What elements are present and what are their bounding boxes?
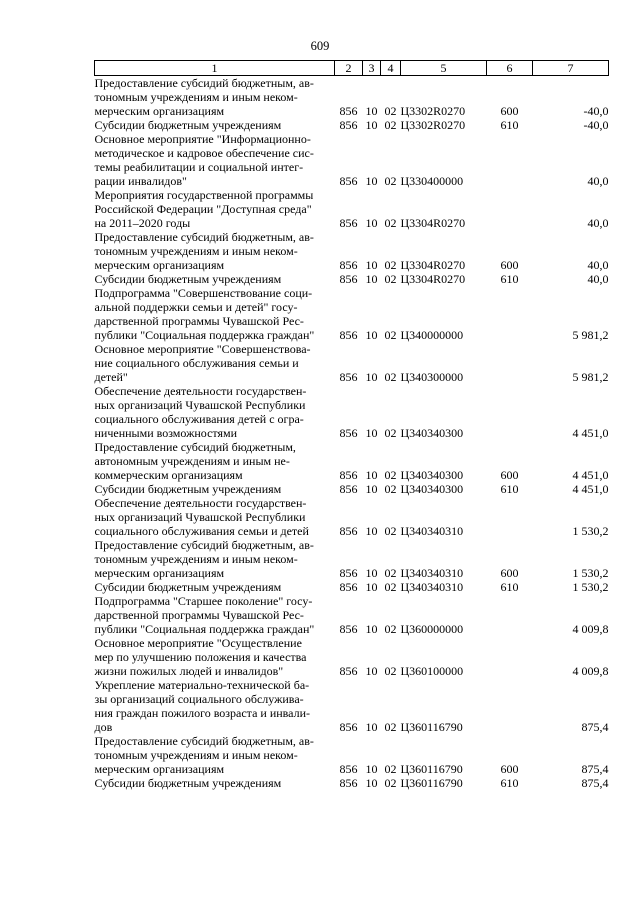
target-article-code: Ц3304R0270 bbox=[400, 258, 466, 272]
target-article-code: Ц360116790 bbox=[400, 762, 463, 776]
grbs-code: 856 bbox=[339, 118, 358, 132]
table-row bbox=[95, 482, 609, 496]
row-name-line: Подпрограмма "Старшее поколение" госу- bbox=[94, 594, 313, 608]
table-row bbox=[95, 538, 609, 580]
row-name-line: тономным учреждениям и иным неком- bbox=[94, 552, 298, 566]
table-row bbox=[95, 580, 609, 594]
row-name bbox=[95, 594, 335, 636]
amount: 1 530,2 bbox=[572, 580, 609, 594]
grbs-code: 856 bbox=[339, 174, 358, 188]
amount: 4 451,0 bbox=[572, 426, 609, 440]
grbs-code: 856 bbox=[339, 328, 358, 342]
subsection-code: 02 bbox=[384, 370, 397, 384]
header-col-6: 6 bbox=[487, 61, 533, 76]
table-row bbox=[95, 188, 609, 230]
section-code: 10 bbox=[365, 762, 378, 776]
expense-type-code: 600 bbox=[500, 566, 519, 580]
amount: 5 981,2 bbox=[572, 328, 609, 342]
subsection-code: 02 bbox=[384, 622, 397, 636]
amount: 4 451,0 bbox=[572, 468, 609, 482]
section-code: 10 bbox=[365, 370, 378, 384]
table-row bbox=[95, 636, 609, 678]
subsection-code: 02 bbox=[384, 328, 397, 342]
subsection-code: 02 bbox=[384, 762, 397, 776]
row-name-line: Мероприятия государственной программы bbox=[94, 188, 314, 202]
row-name-line: публики "Социальная поддержка граждан" bbox=[94, 328, 315, 342]
grbs-code: 856 bbox=[339, 720, 358, 734]
row-name-line: тономным учреждениям и иным неком- bbox=[94, 748, 298, 762]
row-name bbox=[95, 76, 335, 119]
row-name-line: социального обслуживания семьи и детей bbox=[94, 524, 309, 538]
section-code: 10 bbox=[365, 664, 378, 678]
amount: 4 451,0 bbox=[572, 482, 609, 496]
row-name-line: Субсидии бюджетным учреждениям bbox=[94, 580, 282, 594]
grbs-code: 856 bbox=[339, 104, 358, 118]
amount: -40,0 bbox=[583, 104, 609, 118]
target-article-code: Ц3302R0270 bbox=[400, 118, 466, 132]
row-name-line: Субсидии бюджетным учреждениям bbox=[94, 776, 282, 790]
amount: 4 009,8 bbox=[572, 664, 609, 678]
target-article-code: Ц340340310 bbox=[400, 580, 464, 594]
expense-type-code bbox=[487, 342, 533, 384]
amount: 40,0 bbox=[587, 174, 609, 188]
row-name-line: Субсидии бюджетным учреждениям bbox=[94, 118, 282, 132]
row-name bbox=[95, 580, 335, 594]
row-name-line: Основное мероприятие "Информационно- bbox=[94, 132, 311, 146]
target-article-code: Ц3302R0270 bbox=[400, 104, 466, 118]
row-name bbox=[95, 286, 335, 342]
grbs-code: 856 bbox=[339, 622, 358, 636]
row-name-line: альной поддержки семьи и детей" госу- bbox=[94, 300, 298, 314]
grbs-code: 856 bbox=[339, 524, 358, 538]
target-article-code: Ц340340300 bbox=[400, 426, 464, 440]
row-name-line: Обеспечение деятельности государствен- bbox=[94, 496, 307, 510]
table-row bbox=[95, 734, 609, 776]
row-name-line: мерческим организациям bbox=[94, 762, 225, 776]
section-code: 10 bbox=[365, 580, 378, 594]
header-row bbox=[95, 61, 609, 76]
table-row bbox=[95, 272, 609, 286]
expense-type-code: 610 bbox=[500, 776, 519, 790]
subsection-code: 02 bbox=[384, 118, 397, 132]
row-name-line: Предоставление субсидий бюджетным, ав- bbox=[94, 734, 314, 748]
section-code: 10 bbox=[365, 524, 378, 538]
amount: -40,0 bbox=[583, 118, 609, 132]
amount: 1 530,2 bbox=[572, 524, 609, 538]
row-name bbox=[95, 132, 335, 188]
row-name bbox=[95, 342, 335, 384]
section-code: 10 bbox=[365, 328, 378, 342]
row-name-line: дарственной программы Чувашской Рес- bbox=[94, 314, 304, 328]
budget-table bbox=[94, 60, 609, 790]
row-name-line: мерческим организациям bbox=[94, 104, 225, 118]
row-name-line: методическое и кадровое обеспечение сис- bbox=[94, 146, 314, 160]
subsection-code: 02 bbox=[384, 524, 397, 538]
header-col-7: 7 bbox=[533, 61, 609, 76]
row-name-line: мерческим организациям bbox=[94, 258, 225, 272]
row-name bbox=[95, 118, 335, 132]
table-row bbox=[95, 286, 609, 342]
section-code: 10 bbox=[365, 258, 378, 272]
expense-type-code bbox=[487, 594, 533, 636]
expense-type-code bbox=[487, 384, 533, 440]
row-name-line: Субсидии бюджетным учреждениям bbox=[94, 272, 282, 286]
amount: 40,0 bbox=[587, 216, 609, 230]
section-code: 10 bbox=[365, 118, 378, 132]
expense-type-code: 610 bbox=[500, 580, 519, 594]
section-code: 10 bbox=[365, 174, 378, 188]
subsection-code: 02 bbox=[384, 216, 397, 230]
expense-type-code: 610 bbox=[500, 272, 519, 286]
header-col-1: 1 bbox=[95, 61, 335, 76]
grbs-code: 856 bbox=[339, 482, 358, 496]
subsection-code: 02 bbox=[384, 720, 397, 734]
section-code: 10 bbox=[365, 776, 378, 790]
grbs-code: 856 bbox=[339, 776, 358, 790]
row-name-line: Основное мероприятие "Совершенствова- bbox=[94, 342, 311, 356]
row-name-line: дарственной программы Чувашской Рес- bbox=[94, 608, 304, 622]
row-name-line: детей" bbox=[94, 370, 128, 384]
target-article-code: Ц360000000 bbox=[400, 622, 464, 636]
grbs-code: 856 bbox=[339, 664, 358, 678]
row-name bbox=[95, 482, 335, 496]
row-name bbox=[95, 734, 335, 776]
amount: 1 530,2 bbox=[572, 566, 609, 580]
subsection-code: 02 bbox=[384, 426, 397, 440]
row-name bbox=[95, 538, 335, 580]
section-code: 10 bbox=[365, 104, 378, 118]
page-number: 609 bbox=[310, 39, 330, 53]
subsection-code: 02 bbox=[384, 482, 397, 496]
table-row bbox=[95, 496, 609, 538]
grbs-code: 856 bbox=[339, 580, 358, 594]
target-article-code: Ц340340300 bbox=[400, 468, 464, 482]
grbs-code: 856 bbox=[339, 468, 358, 482]
table-row bbox=[95, 342, 609, 384]
expense-type-code: 600 bbox=[500, 104, 519, 118]
subsection-code: 02 bbox=[384, 272, 397, 286]
target-article-code: Ц340340310 bbox=[400, 524, 464, 538]
expense-type-code bbox=[487, 286, 533, 342]
subsection-code: 02 bbox=[384, 566, 397, 580]
subsection-code: 02 bbox=[384, 580, 397, 594]
section-code: 10 bbox=[365, 720, 378, 734]
subsection-code: 02 bbox=[384, 664, 397, 678]
row-name bbox=[95, 384, 335, 440]
grbs-code: 856 bbox=[339, 370, 358, 384]
row-name bbox=[95, 678, 335, 734]
expense-type-code bbox=[487, 496, 533, 538]
grbs-code: 856 bbox=[339, 762, 358, 776]
section-code: 10 bbox=[365, 426, 378, 440]
row-name-line: зы организаций социального обслужива- bbox=[94, 692, 304, 706]
amount: 875,4 bbox=[581, 762, 609, 776]
expense-type-code: 610 bbox=[500, 118, 519, 132]
expense-type-code bbox=[487, 188, 533, 230]
row-name-line: ние социального обслуживания семьи и bbox=[94, 356, 299, 370]
row-name-line: Субсидии бюджетным учреждениям bbox=[94, 482, 282, 496]
target-article-code: Ц340340310 bbox=[400, 566, 464, 580]
row-name bbox=[95, 636, 335, 678]
header-col-5: 5 bbox=[401, 61, 487, 76]
table-row bbox=[95, 384, 609, 440]
amount: 875,4 bbox=[581, 720, 609, 734]
row-name-line: ния граждан пожилого возраста и инвали- bbox=[94, 706, 311, 720]
row-name-line: тономным учреждениям и иным неком- bbox=[94, 90, 298, 104]
row-name bbox=[95, 272, 335, 286]
section-code: 10 bbox=[365, 566, 378, 580]
table-row bbox=[95, 132, 609, 188]
row-name-line: Основное мероприятие "Осуществление bbox=[94, 636, 302, 650]
row-name bbox=[95, 188, 335, 230]
row-name-line: мер по улучшению положения и качества bbox=[94, 650, 307, 664]
amount: 4 009,8 bbox=[572, 622, 609, 636]
expense-type-code: 600 bbox=[500, 468, 519, 482]
target-article-code: Ц340300000 bbox=[400, 370, 464, 384]
row-name-line: Подпрограмма "Совершенствование соци- bbox=[94, 286, 313, 300]
row-name-line: жизни пожилых людей и инвалидов" bbox=[94, 664, 284, 678]
table-row bbox=[95, 440, 609, 482]
target-article-code: Ц360116790 bbox=[400, 776, 463, 790]
table-row bbox=[95, 76, 609, 119]
header-col-2: 2 bbox=[335, 61, 363, 76]
target-article-code: Ц340340300 bbox=[400, 482, 464, 496]
subsection-code: 02 bbox=[384, 468, 397, 482]
row-name-line: автономным учреждениям и иным не- bbox=[94, 454, 290, 468]
row-name-line: Укрепление материально-технической ба- bbox=[94, 678, 310, 692]
target-article-code: Ц360100000 bbox=[400, 664, 464, 678]
row-name-line: Предоставление субсидий бюджетным, bbox=[94, 440, 296, 454]
subsection-code: 02 bbox=[384, 776, 397, 790]
header-col-3: 3 bbox=[363, 61, 381, 76]
table-row bbox=[95, 118, 609, 132]
table-row bbox=[95, 776, 609, 790]
amount: 40,0 bbox=[587, 258, 609, 272]
amount: 875,4 bbox=[581, 776, 609, 790]
expense-type-code: 600 bbox=[500, 258, 519, 272]
grbs-code: 856 bbox=[339, 426, 358, 440]
grbs-code: 856 bbox=[339, 258, 358, 272]
section-code: 10 bbox=[365, 468, 378, 482]
row-name bbox=[95, 776, 335, 790]
expense-type-code bbox=[487, 678, 533, 734]
row-name bbox=[95, 230, 335, 272]
target-article-code: Ц330400000 bbox=[400, 174, 464, 188]
target-article-code: Ц340000000 bbox=[400, 328, 464, 342]
row-name-line: Российской Федерации "Доступная среда" bbox=[94, 202, 312, 216]
row-name-line: социального обслуживания детей с огра- bbox=[94, 412, 304, 426]
row-name-line: мерческим организациям bbox=[94, 566, 225, 580]
target-article-code: Ц3304R0270 bbox=[400, 272, 466, 286]
row-name-line: Предоставление субсидий бюджетным, ав- bbox=[94, 538, 314, 552]
row-name-line: ниченными возможностями bbox=[94, 426, 238, 440]
expense-type-code bbox=[487, 636, 533, 678]
row-name-line: коммерческим организациям bbox=[94, 468, 243, 482]
row-name bbox=[95, 440, 335, 482]
section-code: 10 bbox=[365, 216, 378, 230]
section-code: 10 bbox=[365, 622, 378, 636]
section-code: 10 bbox=[365, 482, 378, 496]
row-name-line: темы реабилитации и социальной интег- bbox=[94, 160, 304, 174]
row-name-line: тономным учреждениям и иным неком- bbox=[94, 244, 298, 258]
subsection-code: 02 bbox=[384, 174, 397, 188]
subsection-code: 02 bbox=[384, 104, 397, 118]
row-name-line: Предоставление субсидий бюджетным, ав- bbox=[94, 230, 314, 244]
table-body bbox=[95, 76, 609, 791]
grbs-code: 856 bbox=[339, 566, 358, 580]
header-col-4: 4 bbox=[381, 61, 401, 76]
row-name-line: на 2011–2020 годы bbox=[94, 216, 191, 230]
amount: 40,0 bbox=[587, 272, 609, 286]
expense-type-code: 610 bbox=[500, 482, 519, 496]
row-name-line: ных организаций Чувашской Республики bbox=[94, 398, 306, 412]
row-name-line: дов bbox=[94, 720, 113, 734]
target-article-code: Ц360116790 bbox=[400, 720, 463, 734]
amount: 5 981,2 bbox=[572, 370, 609, 384]
grbs-code: 856 bbox=[339, 216, 358, 230]
row-name-line: публики "Социальная поддержка граждан" bbox=[94, 622, 315, 636]
row-name-line: Предоставление субсидий бюджетным, ав- bbox=[94, 76, 314, 90]
row-name-line: Обеспечение деятельности государствен- bbox=[94, 384, 307, 398]
section-code: 10 bbox=[365, 272, 378, 286]
row-name bbox=[95, 496, 335, 538]
expense-type-code bbox=[487, 132, 533, 188]
table-row bbox=[95, 594, 609, 636]
target-article-code: Ц3304R0270 bbox=[400, 216, 466, 230]
subsection-code: 02 bbox=[384, 258, 397, 272]
row-name-line: рации инвалидов" bbox=[94, 174, 187, 188]
grbs-code: 856 bbox=[339, 272, 358, 286]
table-row bbox=[95, 230, 609, 272]
table-row bbox=[95, 678, 609, 734]
row-name-line: ных организаций Чувашской Республики bbox=[94, 510, 306, 524]
expense-type-code: 600 bbox=[500, 762, 519, 776]
